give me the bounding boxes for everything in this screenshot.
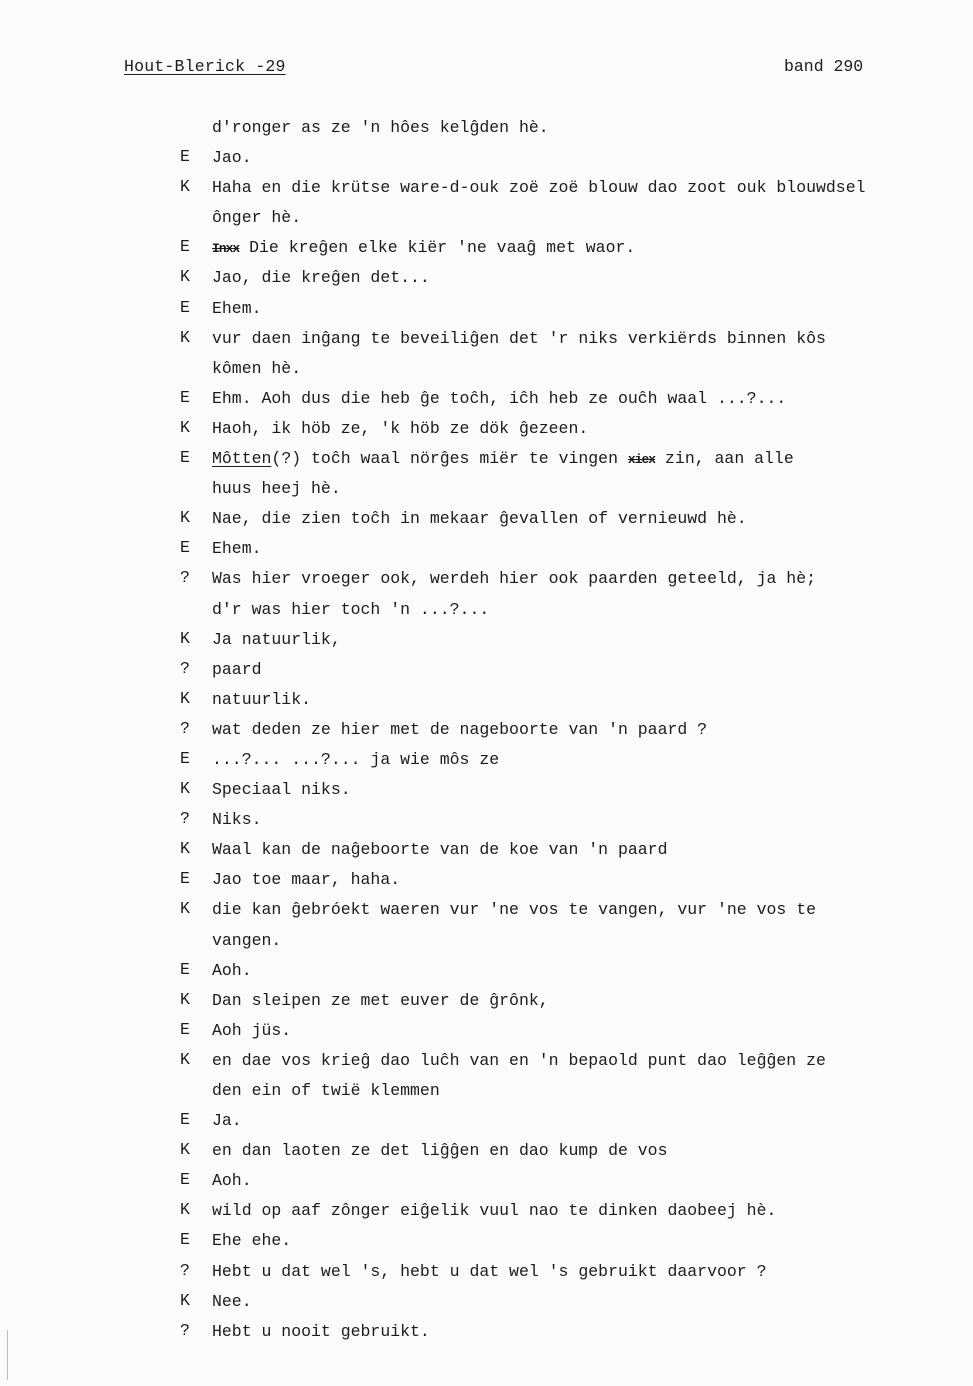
speaker-label: E xyxy=(180,237,190,257)
utterance-line: Jao, die kreĝen det... xyxy=(212,268,430,288)
speaker-label: K xyxy=(180,779,190,799)
speaker-label: E xyxy=(180,448,190,468)
utterance-line: die kan ĝebróekt waeren vur 'ne vos te vangen, vur 'ne vos te xyxy=(212,900,816,920)
utterance xyxy=(0,418,973,448)
utterance-line: vur daen inĝang te beveiliĝen det 'r niks verkiërds binnen kôs xyxy=(212,328,826,348)
utterance-line: Ja. xyxy=(212,1111,242,1131)
utterance-line: natuurlik. xyxy=(212,689,312,709)
struck-out-text: xiex xyxy=(627,452,656,468)
utterance-line: Aoh. xyxy=(212,960,252,980)
speaker-label: E xyxy=(180,869,190,889)
utterance-line: Waal kan de naĝeboorte van de koe van 'n paard xyxy=(212,840,668,860)
speaker-label: K xyxy=(180,628,190,648)
speaker-label: E xyxy=(180,1230,190,1250)
utterance-line: Haoh, ik höb ze, 'k höb ze dök ĝezeen. xyxy=(212,418,589,438)
utterance xyxy=(0,869,973,899)
utterance-line: Ja natuurlik, xyxy=(212,629,341,649)
utterance xyxy=(0,1140,973,1170)
utterance xyxy=(0,177,973,237)
utterance xyxy=(0,689,973,719)
utterance xyxy=(0,1020,973,1050)
speaker-label: ? xyxy=(180,718,190,738)
speaker-label: E xyxy=(180,1110,190,1130)
utterance-line: Ehm. Aoh dus die heb ĝe toĉh, iĉh heb ze ouĉh waal ...?... xyxy=(212,388,787,408)
utterance xyxy=(0,1261,973,1291)
speaker-label: E xyxy=(180,387,190,407)
utterance-line: kômen hè. xyxy=(212,358,302,378)
speaker-label: K xyxy=(180,899,190,919)
utterance-line: Jao. xyxy=(212,148,252,168)
utterance-line: d'ronger as ze 'n hôes kelĝden hè. xyxy=(212,118,549,137)
utterance xyxy=(0,508,973,538)
utterance xyxy=(0,809,973,839)
page-title: Hout-Blerick -29 xyxy=(124,57,286,76)
underlined-word: Môtten xyxy=(212,449,272,469)
utterance xyxy=(0,839,973,869)
speaker-label: ? xyxy=(180,658,190,678)
utterance-line: Hebt u nooit gebruikt. xyxy=(212,1321,430,1341)
utterance-line: Inxx Die kreĝen elke kiër 'ne vaaĝ met waor. xyxy=(212,238,636,258)
utterance-line: Nee. xyxy=(212,1291,252,1311)
speaker-label: K xyxy=(180,1290,190,1310)
speaker-label: ? xyxy=(180,1260,190,1280)
utterance-line: wild op aaf zônger eiĝelik vuul nao te dinken daobeej hè. xyxy=(212,1201,777,1221)
utterance xyxy=(0,1321,973,1351)
utterance-line: Nae, die zien toĉh in mekaar ĝevallen of vernieuwd hè. xyxy=(212,509,747,529)
utterance-line: huus heej hè. xyxy=(212,479,341,499)
speaker-label: K xyxy=(180,417,190,437)
speaker-label: E xyxy=(180,147,190,167)
utterance-line: paard xyxy=(212,659,262,679)
utterance-line: Ehe ehe. xyxy=(212,1231,292,1251)
utterance xyxy=(0,659,973,689)
utterance-line: Dan sleipen ze met euver de ĝrônk, xyxy=(212,990,549,1010)
speaker-label: K xyxy=(180,267,190,287)
utterance xyxy=(0,1291,973,1321)
utterance xyxy=(0,1230,973,1260)
speaker-label: K xyxy=(180,1200,190,1220)
utterance xyxy=(0,990,973,1020)
utterance xyxy=(0,568,973,628)
utterance xyxy=(0,1050,973,1110)
struck-out-text: Inxx xyxy=(212,241,240,257)
utterance-line: Ehem. xyxy=(212,539,262,559)
utterance-line: en dae vos krieĝ dao luĉh van en 'n bepaold punt dao leĝĝen ze xyxy=(212,1050,826,1070)
utterance-line: Aoh. xyxy=(212,1171,252,1191)
utterance-line: den ein of twië klemmen xyxy=(212,1081,440,1100)
utterance-line: Hebt u dat wel 's, hebt u dat wel 's gebruikt daarvoor ? xyxy=(212,1261,767,1281)
utterance-line: d'r was hier toch 'n ...?... xyxy=(212,599,490,619)
utterance-line: Niks. xyxy=(212,810,262,830)
utterance xyxy=(0,629,973,659)
speaker-label: ? xyxy=(180,1320,190,1340)
utterance-line: Môtten(?) toĉh waal nörĝes miër te vingen xiex zin, aan alle xyxy=(212,449,794,469)
utterance xyxy=(0,960,973,990)
utterance-line: wat deden ze hier met de nageboorte van 'n paard ? xyxy=(212,719,708,739)
band-number: band 290 xyxy=(784,57,864,76)
speaker-label: E xyxy=(180,748,190,768)
utterance xyxy=(0,388,973,418)
utterance xyxy=(0,448,973,508)
utterance xyxy=(0,899,973,959)
utterance xyxy=(0,1200,973,1230)
utterance-line: Was hier vroeger ook, werdeh hier ook paarden geteeld, ja hè; xyxy=(212,569,816,589)
speaker-label: E xyxy=(180,538,190,558)
speaker-label: E xyxy=(180,297,190,317)
speaker-label: K xyxy=(180,1049,190,1069)
transcript xyxy=(0,117,973,1351)
utterance-line: Aoh jüs. xyxy=(212,1020,292,1040)
utterance xyxy=(0,538,973,568)
utterance xyxy=(0,719,973,749)
speaker-label: K xyxy=(180,177,190,197)
utterance-line: en dan laoten ze det liĝĝen en dao kump de vos xyxy=(212,1141,668,1161)
utterance xyxy=(0,298,973,328)
speaker-label: K xyxy=(180,1140,190,1160)
utterance xyxy=(0,779,973,809)
utterance xyxy=(0,1110,973,1140)
speaker-label: K xyxy=(180,688,190,708)
utterance-line: Haha en die krütse ware-d-ouk zoë zoë blouw dao zoot ouk blouwdsel xyxy=(212,178,866,198)
speaker-label: E xyxy=(180,1019,190,1039)
utterance xyxy=(0,267,973,297)
speaker-label: K xyxy=(180,989,190,1009)
speaker-label: ? xyxy=(180,809,190,829)
utterance xyxy=(0,117,973,147)
speaker-label: K xyxy=(180,839,190,859)
utterance xyxy=(0,328,973,388)
utterance xyxy=(0,147,973,177)
utterance-line: Jao toe maar, haha. xyxy=(212,870,401,890)
utterance xyxy=(0,749,973,779)
utterance-line: Speciaal niks. xyxy=(212,780,351,800)
speaker-label: E xyxy=(180,959,190,979)
utterance-line: ônger hè. xyxy=(212,208,302,228)
margin-mark xyxy=(7,1330,8,1380)
speaker-label: K xyxy=(180,327,190,347)
utterance xyxy=(0,237,973,267)
speaker-label: E xyxy=(180,1170,190,1190)
utterance-line: Ehem. xyxy=(212,298,262,318)
utterance xyxy=(0,1170,973,1200)
utterance-line: ...?... ...?... ja wie môs ze xyxy=(212,749,500,769)
utterance-line: vangen. xyxy=(212,930,282,950)
speaker-label: ? xyxy=(180,568,190,588)
speaker-label: K xyxy=(180,508,190,528)
